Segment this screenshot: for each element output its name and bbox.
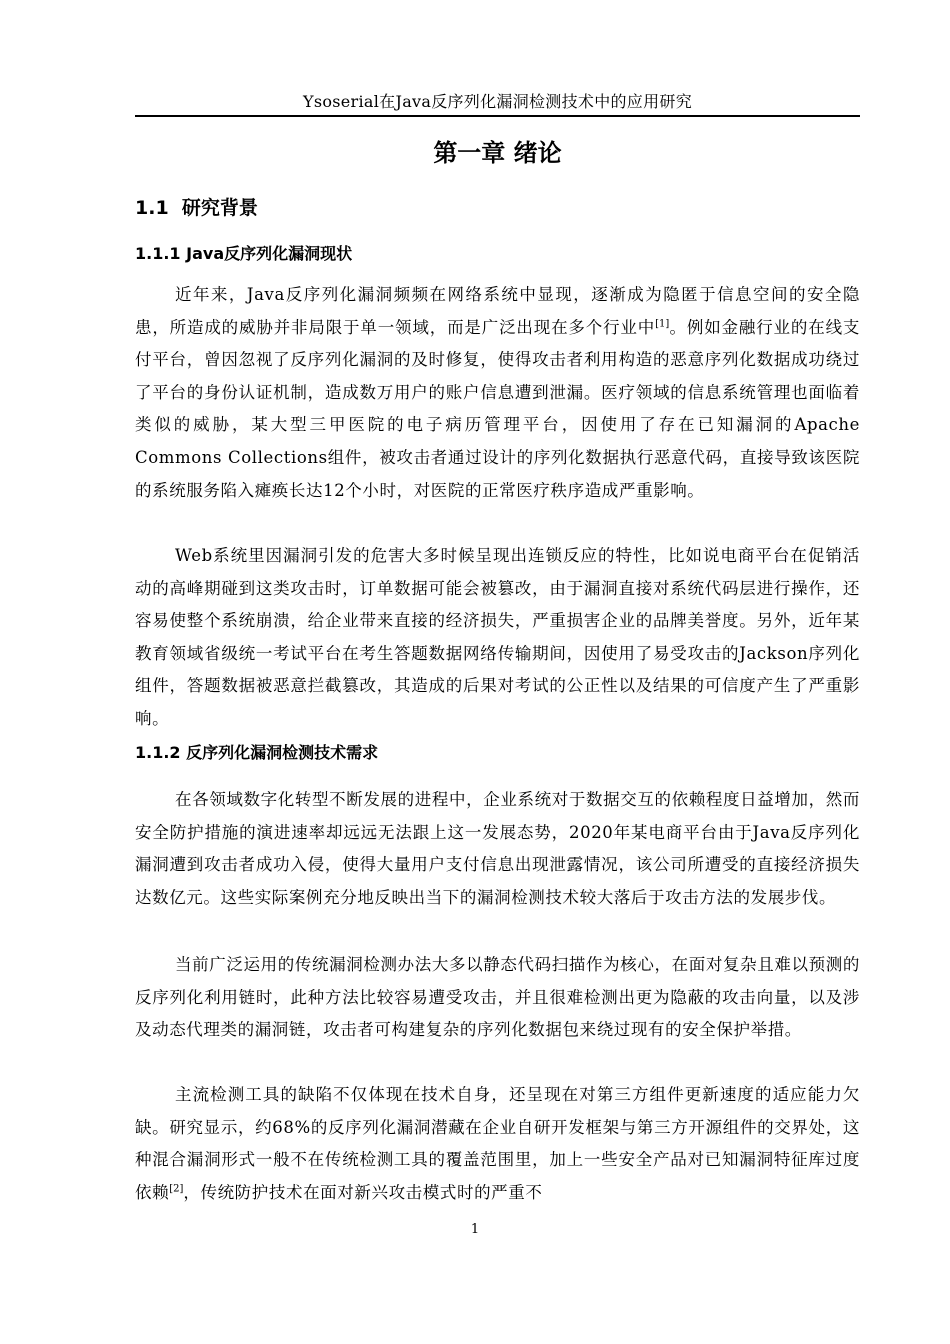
section-number: 1.1: [135, 197, 169, 219]
chapter-title: 第一章 绪论: [433, 139, 562, 167]
citation-ref-1[interactable]: [1]: [655, 318, 670, 330]
page-number: 1: [470, 1222, 480, 1237]
paragraph-4: 当前广泛运用的传统漏洞检测办法大多以静态代码扫描作为核心，在面对复杂且难以预测的反序列化利用链时，此种方法比较容易遭受攻击，并且很难检测出更为隐蔽的攻击向量，以及涉及动态代理类的漏洞链，攻击者可构建复杂的序列化数据包来绕过现有的安全保护举措。: [135, 955, 860, 1040]
paragraph-3: 在各领域数字化转型不断发展的进程中，企业系统对于数据交互的依赖程度日益增加，然而安全防护措施的演进速率却远远无法跟上这一发展态势，2020年某电商平台由于Java反序列化漏洞遭到攻击者成功入侵，使得大量用户支付信息出现泄露情况，该公司所遭受的直接经济损失达数亿元。这些实际案例充分地反映出当下的漏洞检测技术较大落后于攻击方法的发展步伐。: [135, 790, 860, 907]
subsection-heading-1-1-1: [135, 243, 352, 265]
subsection-title: Java反序列化漏洞现状: [186, 244, 353, 263]
running-header: Ysoserial在Java反序列化漏洞检测技术中的应用研究: [302, 92, 693, 111]
paragraph-5: [135, 1079, 860, 1209]
paragraph-2: Web系统里因漏洞引发的危害大多时候呈现出连锁反应的特性，比如说电商平台在促销活动的高峰期碰到这类攻击时，订单数据可能会被篡改，由于漏洞直接对系统代码层进行操作，还容易使整个系统崩溃，给企业带来直接的经济损失，严重损害企业的品牌美誉度。另外，近年某教育领域省级统一考试平台在考生答题数据网络传输期间，因使用了易受攻击的Jackson序列化组件，答题数据被恶意拦截篡改，其造成的后果对考试的公正性以及结果的可信度产生了严重影响。: [135, 546, 860, 728]
section-title: 研究背景: [181, 197, 258, 219]
paragraph-text: 近年来，Java反序列化漏洞频频在网络系统中显现，逐渐成为隐匿于信息空间的安全隐患，所造成的威胁并非局限于单一领域，而是广泛出现在多个行业中: [135, 285, 860, 337]
section-heading-1-1: [135, 196, 258, 220]
header-rule: [135, 115, 860, 117]
paragraph-text: 主流检测工具的缺陷不仅体现在技术自身，还呈现在对第三方组件更新速度的适应能力欠缺。研究显示，约68%的反序列化漏洞潜藏在企业自研开发框架与第三方开源组件的交界处，这种混合漏洞形式一般不在传统检测工具的覆盖范围里，加上一些安全产品对已知漏洞特征库过度依赖: [135, 1085, 860, 1202]
paragraph-1: [135, 279, 860, 507]
citation-ref-2[interactable]: [2]: [169, 1183, 184, 1195]
subsection-number: 1.1.2: [135, 743, 181, 762]
subsection-heading-1-1-2: [135, 742, 378, 764]
subsection-title: 反序列化漏洞检测技术需求: [186, 743, 379, 762]
paragraph-text: ，传统防护技术在面对新兴攻击模式时的严重不: [183, 1182, 543, 1202]
subsection-number: 1.1.1: [135, 244, 181, 263]
paragraph-text: 。例如金融行业的在线支付平台，曾因忽视了反序列化漏洞的及时修复，使得攻击者利用构造的恶意序列化数据成功绕过了平台的身份认证机制，造成数万用户的账户信息遭到泄漏。医疗领域的信息系统管理也面临着类似的威胁，某大型三甲医院的电子病历管理平台，因使用了存在已知漏洞的Apache Commons Collections组件，被攻击者通过设计的序列化数据执行恶意代码，直接导致该医院的系统服务陷入瘫痪长达12个小时，对医院的正常医疗秩序造成严重影响。: [135, 317, 861, 500]
